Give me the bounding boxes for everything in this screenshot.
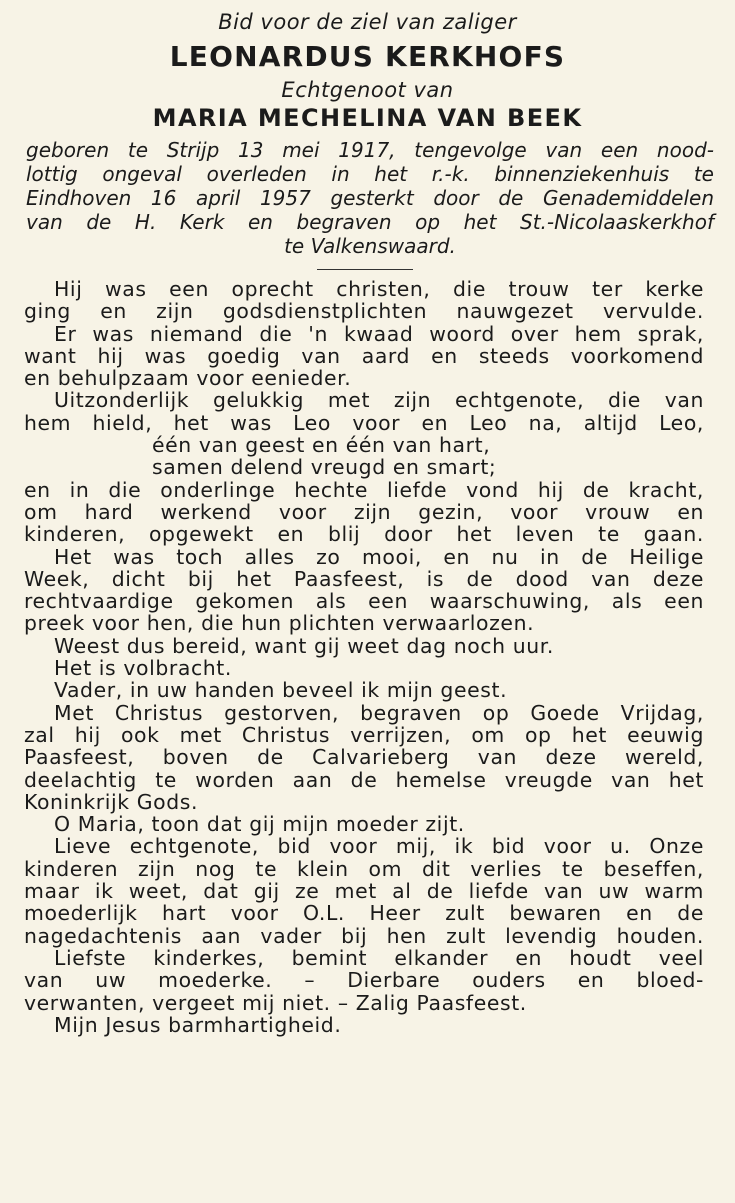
text-line: kinderen, opgewekt en blij door het leven te gaan.: [24, 522, 704, 547]
text-line: ging en zijn godsdienstplichten nauwgezet vervulde.: [24, 299, 704, 324]
text-line: van uw moederke. – Dierbare ouders en bloed-: [24, 968, 704, 993]
bio-line: Eindhoven 16 april 1957 gesterkt door de Genademiddelen: [26, 186, 714, 210]
text-line: en behulpzaam voor eenieder.: [24, 366, 352, 391]
text-line: en in die onderlinge hechte liefde vond hij de kracht,: [24, 477, 704, 502]
spouse-name: MARIA MECHELINA VAN BEEK: [152, 104, 583, 132]
text-line: hem hield, het was Leo voor en Leo na, altijd Leo,: [24, 410, 704, 435]
text-line: Week, dicht bij het Paasfeest, is de dood van deze: [24, 566, 704, 591]
text-line: deelachtig te worden aan de hemelse vreugde van het: [24, 767, 704, 792]
text-line: moederlijk hart voor O.L. Heer zult bewaren en de: [24, 901, 704, 926]
text-line: want hij was goedig van aard en steeds voorkomend: [24, 343, 704, 368]
text-line: verwanten, vergeet mij niet. – Zalig Paasfeest.: [24, 990, 527, 1015]
text-line: Mijn Jesus barmhartigheid.: [54, 1012, 342, 1037]
text-line: Weest dus bereid, want gij weet dag noch uur.: [54, 633, 554, 658]
text-line: samen delend vreugd en smart;: [152, 455, 497, 480]
text-line: Hij was een oprecht christen, die trouw ter kerke: [54, 277, 704, 301]
text-line: Er was niemand die 'n kwaad woord over hem sprak,: [54, 321, 704, 346]
bio-line: van de H. Kerk en begraven op het St.-Nicolaaskerkhof: [26, 210, 714, 234]
divider: [317, 269, 413, 270]
text-line: Koninkrijk Gods.: [24, 789, 199, 814]
text-line: Lieve echtgenote, bid voor mij, ik bid voor u. Onze: [54, 834, 704, 859]
text-line: kinderen zijn nog te klein om dit verlies te beseffen,: [24, 856, 704, 881]
bio-line: geboren te Strijp 13 mei 1917, tengevolge van een nood-: [26, 138, 714, 162]
text-line: nagedachtenis aan vader bij hen zult levendig houden.: [24, 923, 704, 948]
bio-line: te Valkenswaard.: [284, 234, 456, 258]
biography: [26, 138, 714, 258]
intro-line: Bid voor de ziel van zaliger: [218, 10, 517, 34]
text-line: zal hij ook met Christus verrijzen, om op het eeuwig: [24, 722, 704, 747]
text-line: preek voor hen, die hun plichten verwaarlozen.: [24, 611, 535, 636]
text-line: één van geest en één van hart,: [152, 433, 491, 458]
bio-line: lottig ongeval overleden in het r.-k. binnenziekenhuis te: [26, 162, 714, 186]
spouse-intro-line: Echtgenoot van: [281, 78, 454, 102]
text-line: maar ik weet, dat gij ze met al de liefde van uw warm: [24, 879, 704, 904]
text-line: Liefste kinderkes, bemint elkander en houdt veel: [54, 945, 704, 970]
memorial-text: [24, 278, 704, 1036]
text-line: Paasfeest, boven de Calvarieberg van deze wereld,: [24, 745, 704, 770]
text-line: Het was toch alles zo mooi, en nu in de Heilige: [54, 544, 704, 569]
text-line: O Maria, toon dat gij mijn moeder zijt.: [54, 812, 465, 837]
text-line: Vader, in uw handen beveel ik mijn geest.: [54, 678, 508, 703]
text-line: Met Christus gestorven, begraven op Goede Vrijdag,: [54, 700, 704, 725]
text-line: Uitzonderlijk gelukkig met zijn echtgenote, die van: [54, 388, 704, 413]
deceased-name: LEONARDUS KERKHOFS: [169, 40, 566, 73]
text-line: rechtvaardige gekomen als een waarschuwing, als een: [24, 589, 704, 614]
text-line: om hard werkend voor zijn gezin, voor vrouw en: [24, 499, 704, 524]
text-line: Het is volbracht.: [54, 656, 232, 681]
